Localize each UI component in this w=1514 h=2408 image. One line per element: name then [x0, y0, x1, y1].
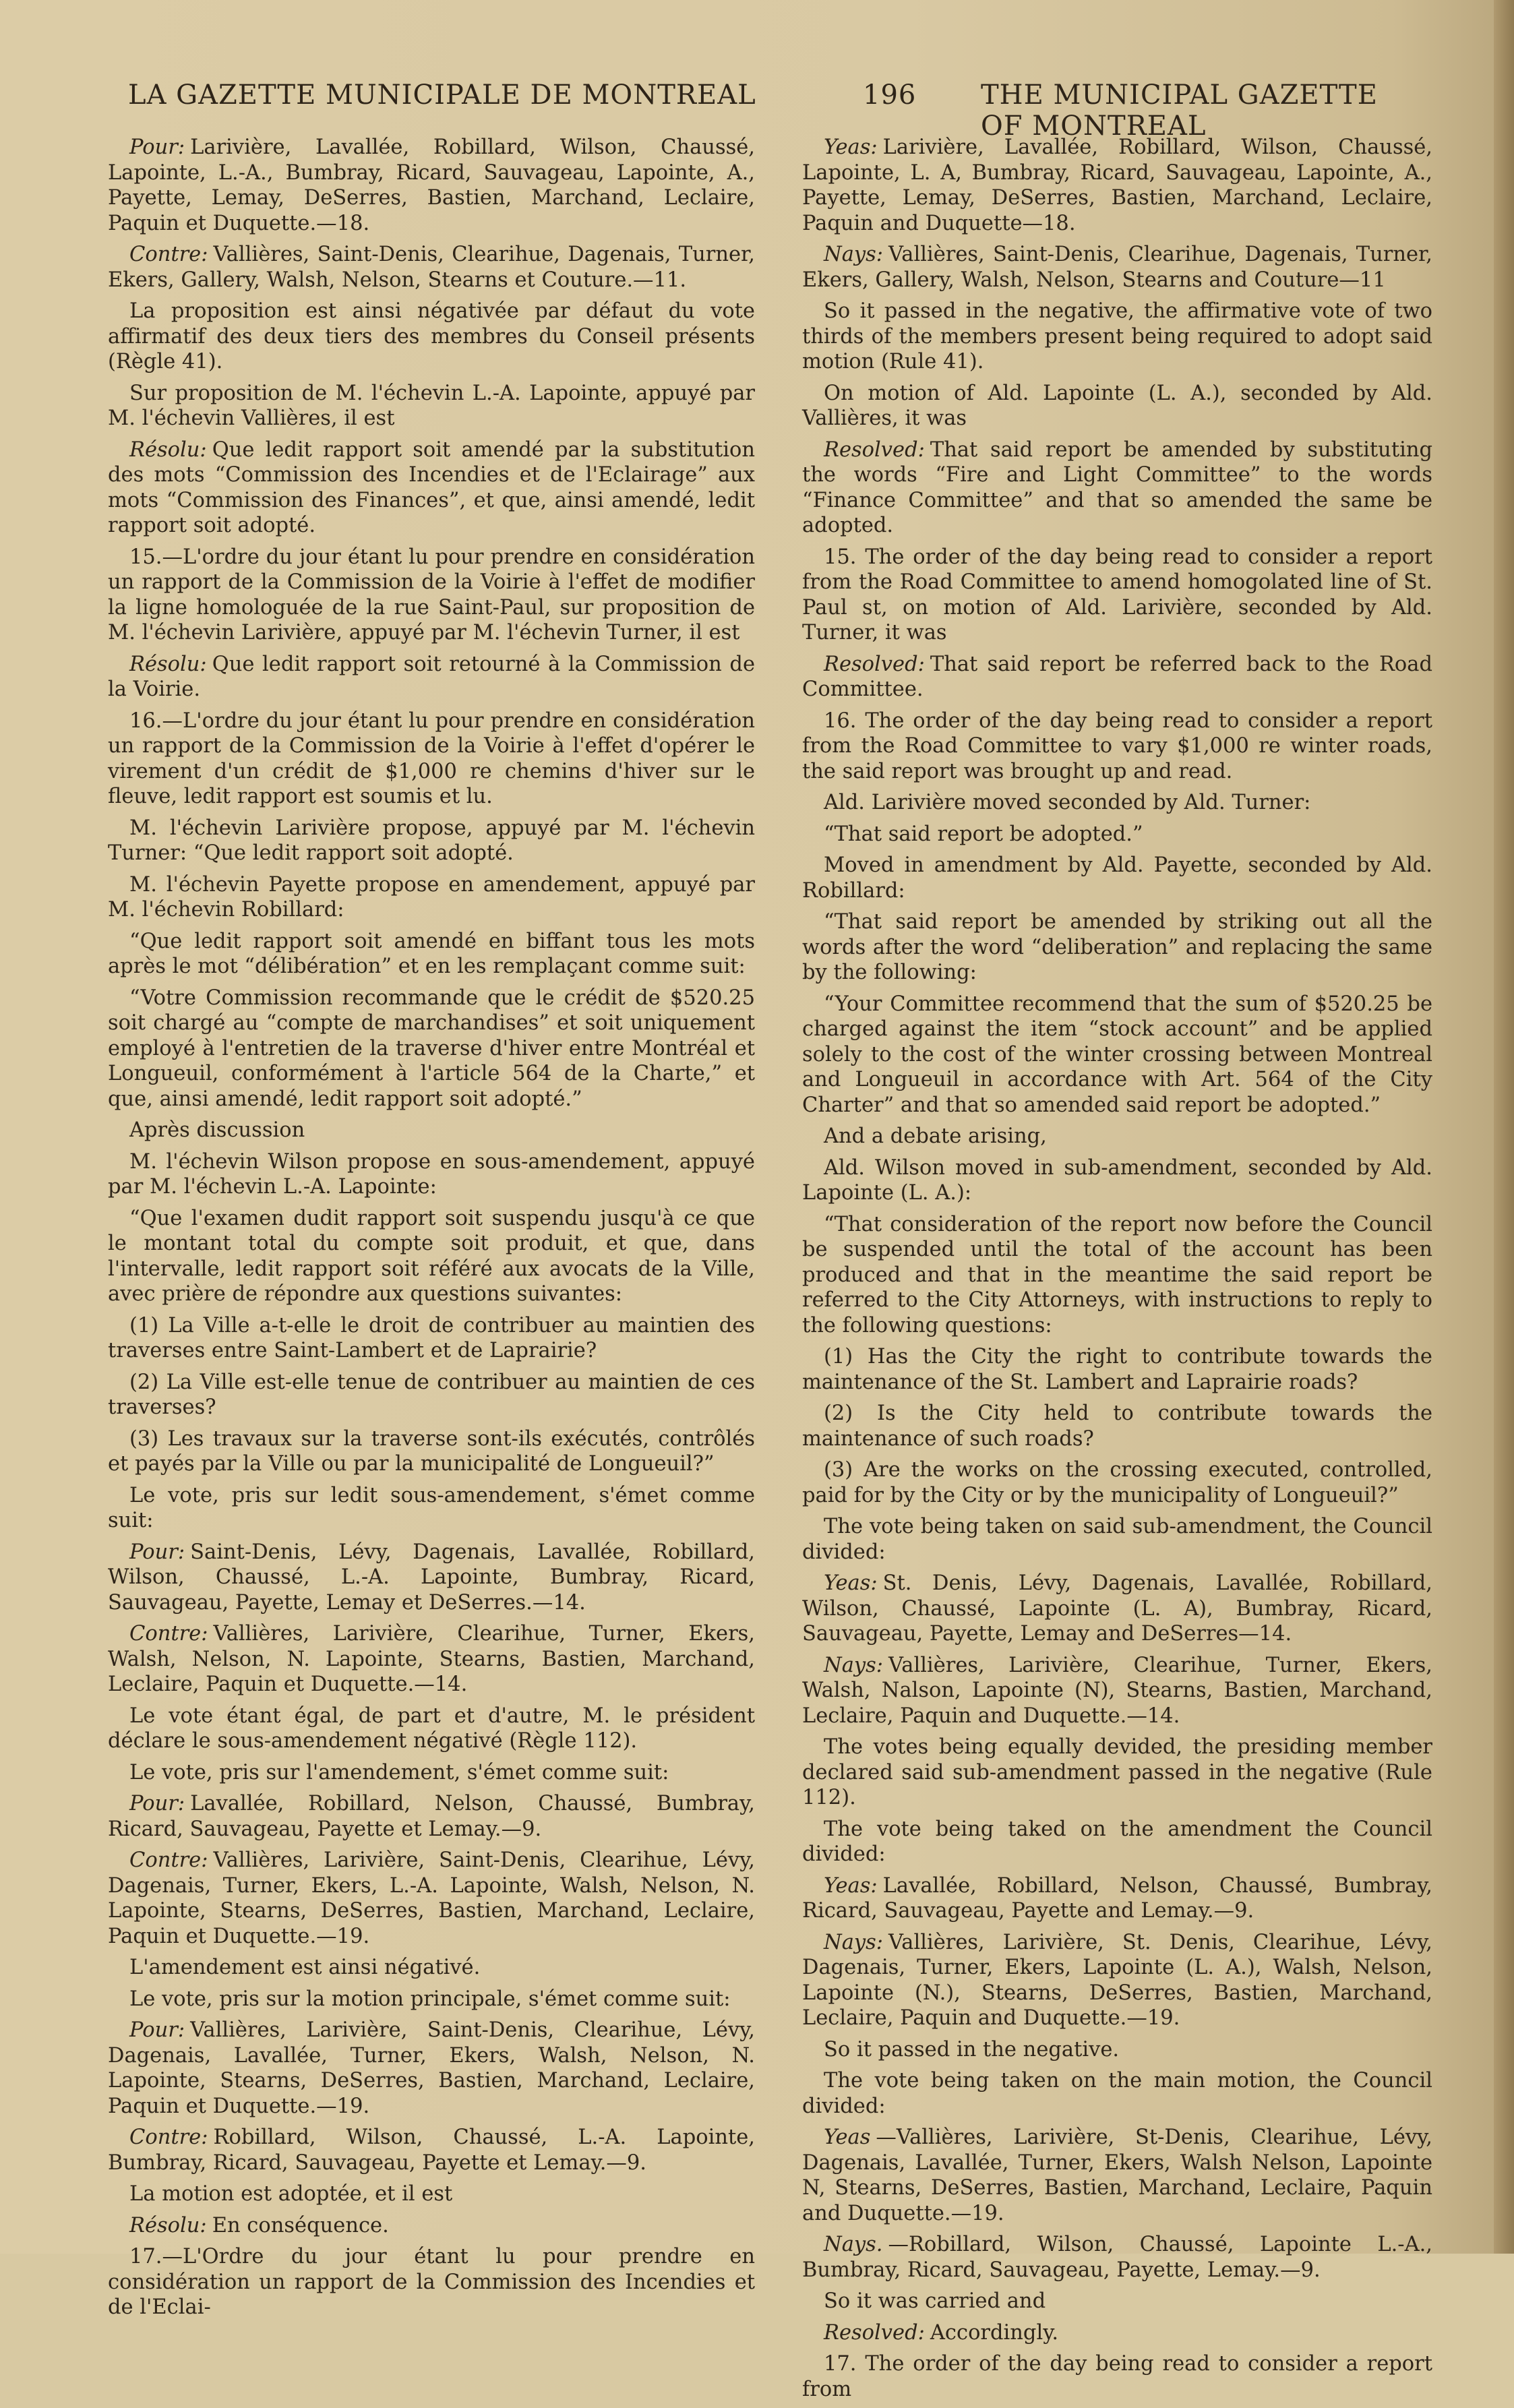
paragraph	[802, 545, 1432, 646]
paragraph	[108, 1426, 755, 1477]
paragraph	[802, 709, 1432, 785]
paragraph-text: 15. The order of the day being read to consider a report from the Road Committee to amend homogolated line of St. Paul st, on motion of Ald. Larivière, seconded by Ald. Turner, it was	[802, 545, 1432, 644]
paragraph	[108, 1987, 755, 2012]
paragraph-text: M. l'échevin Wilson propose en sous-amendement, appuyé par M. l'échevin L.-A. Lapointe:	[108, 1149, 755, 1199]
english-title: THE MUNICIPAL GAZETTE OF MONTREAL	[981, 80, 1378, 142]
paragraph-text: L'amendement est ainsi négativé.	[129, 1956, 481, 1979]
paragraph	[802, 1212, 1432, 1339]
paragraph	[108, 652, 755, 702]
paragraph-text: Le vote, pris sur la motion principale, s'émet comme suit:	[129, 1987, 731, 2011]
vote-label: Yeas:	[824, 1571, 878, 1595]
paragraph	[108, 2018, 755, 2119]
vote-label: Contre:	[129, 1848, 208, 1872]
vote-label: Résolu:	[129, 438, 207, 462]
paragraph	[802, 2037, 1432, 2063]
french-column	[108, 135, 755, 2326]
paragraph-text: The vote being taken on the main motion, the Council divided:	[802, 2069, 1432, 2118]
vote-label: Resolved:	[824, 2320, 925, 2345]
paragraph	[802, 1155, 1432, 1206]
vote-label: Contre:	[129, 1622, 208, 1646]
vote-label: Pour:	[129, 1540, 185, 1564]
paragraph	[108, 1540, 755, 1616]
paragraph-text: La motion est adoptée, et il est	[129, 2182, 453, 2206]
paragraph-text: “That said report be amended by striking out all the words after the word “deliberation” and replacing the same by the following:	[802, 910, 1432, 984]
paragraph	[802, 2232, 1432, 2283]
paragraph	[802, 1653, 1432, 1729]
paragraph	[108, 2213, 755, 2239]
english-column	[802, 135, 1432, 2408]
paragraph-text: “That said report be adopted.”	[824, 822, 1143, 846]
paragraph-text: So it was carried and	[824, 2289, 1046, 2313]
vote-label: Yeas:	[824, 136, 878, 159]
paragraph	[108, 1760, 755, 1786]
paragraph-text: “That consideration of the report now before the Council be suspended until the total of the account has been produced and that in the meantime the said report be referred to the City Attorneys, with instructions to reply to the following questions:	[802, 1212, 1432, 1337]
paragraph	[108, 2181, 755, 2207]
paragraph-text: Le vote, pris sur l'amendement, s'émet comme suit:	[129, 1760, 669, 1784]
paragraph-text: The vote being taked on the amendment the Council divided:	[802, 1817, 1432, 1866]
paragraph-text: Que ledit rapport soit retourné à la Commission de la Voirie.	[108, 652, 755, 701]
paragraph	[802, 2289, 1432, 2314]
paragraph	[802, 1571, 1432, 1647]
paragraph-text: So it passed in the negative.	[824, 2037, 1120, 2061]
paragraph-text: Moved in amendment by Ald. Payette, seconded by Ald. Robillard:	[802, 853, 1432, 903]
french-title: LA GAZETTE MUNICIPALE DE MONTREAL	[128, 80, 756, 111]
paragraph-text: 17. The order of the day being read to consider a report from	[802, 2352, 1432, 2401]
paragraph-text: Accordingly.	[930, 2320, 1059, 2345]
paragraph-text: So it passed in the negative, the affirmative vote of two thirds of the members present being required to adopt said motion (Rule 41).	[802, 299, 1432, 373]
paragraph-text: Vallières, Larivière, St. Denis, Clearihue, Lévy, Dagenais, Turner, Ekers, Lapointe (L. A.), Walsh, Nelson, Lapointe (N.), Stearns, DeSerres, Bastien, Marchand, Leclaire, Paquin and Duquette.—19.	[802, 1930, 1432, 2030]
paragraph-text: Sur proposition de M. l'échevin L.-A. Lapointe, appuyé par M. l'échevin Vallières, il est	[108, 381, 755, 430]
paragraph	[802, 2320, 1432, 2346]
paragraph-text: The vote being taken on said sub-amendment, the Council divided:	[802, 1515, 1432, 1564]
paragraph	[108, 1621, 755, 1697]
paragraph-text: Vallières, Larivière, Clearihue, Turner, Ekers, Walsh, Nelson, N. Lapointe, Stearns, Bastien, Marchand, Leclaire, Paquin et Duquette.—14.	[108, 1622, 755, 1696]
paragraph-text: 15.—L'ordre du jour étant lu pour prendre en considération un rapport de la Commission de la Voirie à l'effet de modifier la ligne homologuée de la rue Saint-Paul, sur proposition de M. l'échevin Larivière, appuyé par M. l'échevin Turner, il est	[108, 545, 755, 644]
page-gutter-edge	[1494, 0, 1514, 2254]
paragraph	[108, 1704, 755, 1754]
paragraph-text: Ald. Larivière moved seconded by Ald. Turner:	[824, 791, 1311, 814]
paragraph	[802, 438, 1432, 539]
vote-label: Resolved:	[824, 438, 925, 462]
paragraph	[108, 135, 755, 236]
paragraph	[108, 1848, 755, 1949]
paragraph-text: (2) La Ville est-elle tenue de contribuer au maintien de ces traverses?	[108, 1370, 755, 1419]
paragraph-text: And a debate arising,	[824, 1124, 1047, 1148]
paragraph	[802, 652, 1432, 702]
paragraph-text: Que ledit rapport soit amendé par la substitution des mots “Commission des Incendies et de l'Eclairage” aux mots “Commission des Finances”, et que, ainsi amendé, ledit rapport soit adopté.	[108, 438, 755, 537]
vote-label: Resolved:	[824, 652, 925, 676]
vote-label: Yeas:	[824, 1873, 878, 1898]
paragraph-text: “Your Committee recommend that the sum of $520.25 be charged against the item “stock account” and be applied solely to the cost of the winter crossing between Montreal and Longueuil in accordance with Art. 564 of the City Charter” and that so amended said report be adopted.”	[802, 992, 1432, 1117]
paragraph	[108, 545, 755, 646]
paragraph	[802, 853, 1432, 903]
paragraph	[108, 299, 755, 375]
paragraph	[802, 1873, 1432, 1924]
paragraph	[802, 1514, 1432, 1565]
vote-label: Pour:	[129, 136, 185, 159]
paragraph	[108, 1955, 755, 1981]
paragraph	[802, 2351, 1432, 2402]
paragraph	[108, 872, 755, 923]
paragraph	[802, 299, 1432, 375]
vote-label: Résolu:	[129, 2213, 207, 2237]
paragraph	[108, 929, 755, 980]
paragraph-text: That said report be referred back to the Road Committee.	[802, 652, 1432, 701]
paragraph-text: Le vote, pris sur ledit sous-amendement, s'émet comme suit:	[108, 1483, 755, 1532]
paragraph-text: Ald. Wilson moved in sub-amendment, seconded by Ald. Lapointe (L. A.):	[802, 1155, 1432, 1205]
vote-label: Contre:	[129, 243, 208, 266]
paragraph-text: M. l'échevin Larivière propose, appuyé par M. l'échevin Turner: “Que ledit rapport soit adopté.	[108, 816, 755, 865]
paragraph-text: 16. The order of the day being read to consider a report from the Road Committee to vary $1,000 re winter roads, the said report was brought up and read.	[802, 709, 1432, 783]
paragraph-text: Saint-Denis, Lévy, Dagenais, Lavallée, Robillard, Wilson, Chaussé, L.-A. Lapointe, Bumbray, Ricard, Sauvageau, Payette, Lemay et DeSerres.—14.	[108, 1540, 755, 1615]
paragraph	[802, 822, 1432, 847]
paragraph-text: That said report be amended by substituting the words “Fire and Light Committee” to the words “Finance Committee” and that so amended the same be adopted.	[802, 438, 1432, 537]
paragraph	[108, 438, 755, 539]
page-header	[128, 80, 1429, 142]
paragraph	[108, 986, 755, 1112]
paragraph	[802, 1457, 1432, 1508]
paragraph	[802, 2068, 1432, 2119]
paragraph	[108, 709, 755, 810]
paragraph-text: —Vallières, Larivière, St-Denis, Clearihue, Lévy, Dagenais, Lavallée, Turner, Ekers, Walsh Nelson, Lapointe N, Stearns, DeSerres, Bastien, Marchand, Leclaire, Paquin and Duquette.—19.	[802, 2126, 1432, 2225]
paragraph-text: “Votre Commission recommande que le crédit de $520.25 soit chargé au “compte de marchandises” et soit uniquement employé à l'entretien de la traverse d'hiver entre Montréal et Longueuil, conformément à l'article 564 de la Charte,” et que, ainsi amendé, ledit rapport soit adopté.”	[108, 986, 755, 1111]
vote-label: Résolu:	[129, 652, 207, 676]
paragraph	[802, 1735, 1432, 1811]
paragraph-text: Lavallée, Robillard, Nelson, Chaussé, Bumbray, Ricard, Sauvageau, Payette and Lemay.—9.	[802, 1873, 1432, 1923]
paragraph	[802, 1344, 1432, 1395]
paragraph-text: Robillard, Wilson, Chaussé, L.-A. Lapointe, Bumbray, Ricard, Sauvageau, Payette et Lemay.—9.	[108, 2126, 755, 2175]
paragraph-text: Larivière, Lavallée, Robillard, Wilson, Chaussé, Lapointe, L. A, Bumbray, Ricard, Sauvageau, Lapointe, A., Payette, Lemay, DeSerres, Bastien, Marchand, Leclaire, Paquin and Duquette—18.	[802, 136, 1432, 235]
page-number: 196	[863, 80, 917, 111]
paragraph-text: M. l'échevin Payette propose en amendement, appuyé par M. l'échevin Robillard:	[108, 872, 755, 922]
paragraph-text: (3) Les travaux sur la traverse sont-ils exécutés, contrôlés et payés par la Ville ou par la municipalité de Longueuil?”	[108, 1426, 755, 1476]
paragraph-text: (1) La Ville a-t-elle le droit de contribuer au maintien des traverses entre Saint-Lambert et de Laprairie?	[108, 1313, 755, 1362]
paragraph	[802, 1817, 1432, 1867]
paragraph-text: Vallières, Saint-Denis, Clearihue, Dagenais, Turner, Ekers, Gallery, Walsh, Nelson, Stearns and Couture—11	[802, 243, 1432, 292]
vote-label: Nays.	[824, 2233, 883, 2256]
paragraph	[108, 1370, 755, 1420]
paragraph-text: The votes being equally devided, the presiding member declared said sub-amendment passed in the negative (Rule 112).	[802, 1735, 1432, 1809]
paragraph	[802, 909, 1432, 986]
paragraph	[108, 1149, 755, 1200]
paragraph	[802, 992, 1432, 1118]
paragraph	[802, 381, 1432, 431]
vote-label: Contre:	[129, 2126, 208, 2149]
paragraph-text: Lavallée, Robillard, Nelson, Chaussé, Bumbray, Ricard, Sauvageau, Payette et Lemay.—9.	[108, 1792, 755, 1841]
paragraph	[108, 2125, 755, 2175]
paragraph	[802, 2125, 1432, 2226]
paragraph-text: On motion of Ald. Lapointe (L. A.), seconded by Ald. Vallières, it was	[802, 381, 1432, 430]
paragraph	[108, 1313, 755, 1364]
paragraph-text: (1) Has the City the right to contribute towards the maintenance of the St. Lambert and Laprairie roads?	[802, 1345, 1432, 1394]
paragraph-text: —Robillard, Wilson, Chaussé, Lapointe L.-A., Bumbray, Ricard, Sauvageau, Payette, Lemay.—9.	[802, 2233, 1432, 2282]
paragraph-text: 17.—L'Ordre du jour étant lu pour prendre en considération un rapport de la Commission des Incendies et de l'Eclai-	[108, 2245, 755, 2319]
paragraph-text: (2) Is the City held to contribute towards the maintenance of such roads?	[802, 1402, 1432, 1451]
paragraph-text: (3) Are the works on the crossing executed, controlled, paid for by the City or by the municipality of Longueuil?”	[802, 1458, 1432, 1507]
vote-label: Yeas	[824, 2126, 871, 2149]
paragraph-text: En conséquence.	[212, 2213, 389, 2237]
paragraph-text: “Que l'examen dudit rapport soit suspendu jusqu'à ce que le montant total du compte soit produit, et que, dans l'intervalle, ledit rapport soit référé aux avocats de la Ville, avec prière de répondre aux questions suivantes:	[108, 1206, 755, 1306]
paragraph	[802, 1124, 1432, 1149]
paragraph	[802, 1401, 1432, 1451]
paragraph-text: “Que ledit rapport soit amendé en biffant tous les mots après le mot “délibération” et en les remplaçant comme suit:	[108, 929, 755, 978]
paragraph	[802, 242, 1432, 293]
paragraph-text: Larivière, Lavallée, Robillard, Wilson, Chaussé, Lapointe, L.-A., Bumbray, Ricard, Sauvageau, Lapointe, A., Payette, Lemay, DeSerres, Bastien, Marchand, Leclaire, Paquin et Duquette.—18.	[108, 136, 755, 235]
paragraph	[108, 2244, 755, 2320]
paragraph-text: Vallières, Larivière, Clearihue, Turner, Ekers, Walsh, Nalson, Lapointe (N), Stearns, Bastien, Marchand, Leclaire, Paquin and Duquette.—14.	[802, 1653, 1432, 1728]
paragraph	[108, 816, 755, 866]
paragraph-text: Vallières, Larivière, Saint-Denis, Clearihue, Lévy, Dagenais, Lavallée, Turner, Ekers, Walsh, Nelson, N. Lapointe, Stearns, DeSerres, Bastien, Marchand, Leclaire, Paquin et Duquette.—19.	[108, 2018, 755, 2118]
paragraph-text: Après discussion	[129, 1118, 305, 1142]
paragraph	[108, 1483, 755, 1534]
paragraph	[802, 135, 1432, 236]
paragraph	[108, 1206, 755, 1307]
paragraph-text: Vallières, Larivière, Saint-Denis, Clearihue, Lévy, Dagenais, Turner, Ekers, L.-A. Lapointe, Walsh, Nelson, N. Lapointe, Stearns, DeSerres, Bastien, Marchand, Leclaire, Paquin et Duquette.—19.	[108, 1848, 755, 1948]
paragraph-text: 16.—L'ordre du jour étant lu pour prendre en considération un rapport de la Commission de la Voirie à l'effet d'opérer le virement d'un crédit de $1,000 re chemins d'hiver sur le fleuve, ledit rapport est soumis et lu.	[108, 709, 755, 808]
paragraph	[108, 381, 755, 431]
paragraph	[802, 1930, 1432, 2031]
paragraph	[108, 242, 755, 293]
paragraph-text: St. Denis, Lévy, Dagenais, Lavallée, Robillard, Wilson, Chaussé, Lapointe (L. A), Bumbray, Ricard, Sauvageau, Payette, Lemay and DeSerres—14.	[802, 1571, 1432, 1646]
vote-label: Nays:	[824, 243, 884, 266]
paragraph-text: Vallières, Saint-Denis, Clearihue, Dagenais, Turner, Ekers, Gallery, Walsh, Nelson, Stearns et Couture.—11.	[108, 243, 755, 292]
vote-label: Pour:	[129, 1792, 185, 1815]
vote-label: Pour:	[129, 2018, 185, 2042]
paragraph	[802, 790, 1432, 816]
vote-label: Nays:	[824, 1653, 884, 1677]
paragraph-text: Le vote étant égal, de part et d'autre, M. le président déclare le sous-amendement négativé (Règle 112).	[108, 1704, 755, 1753]
paragraph	[108, 1791, 755, 1842]
paragraph-text: La proposition est ainsi négativée par défaut du vote affirmatif des deux tiers des membres du Conseil présents (Règle 41).	[108, 299, 755, 373]
paragraph	[108, 1118, 755, 1143]
vote-label: Nays:	[824, 1930, 884, 1954]
